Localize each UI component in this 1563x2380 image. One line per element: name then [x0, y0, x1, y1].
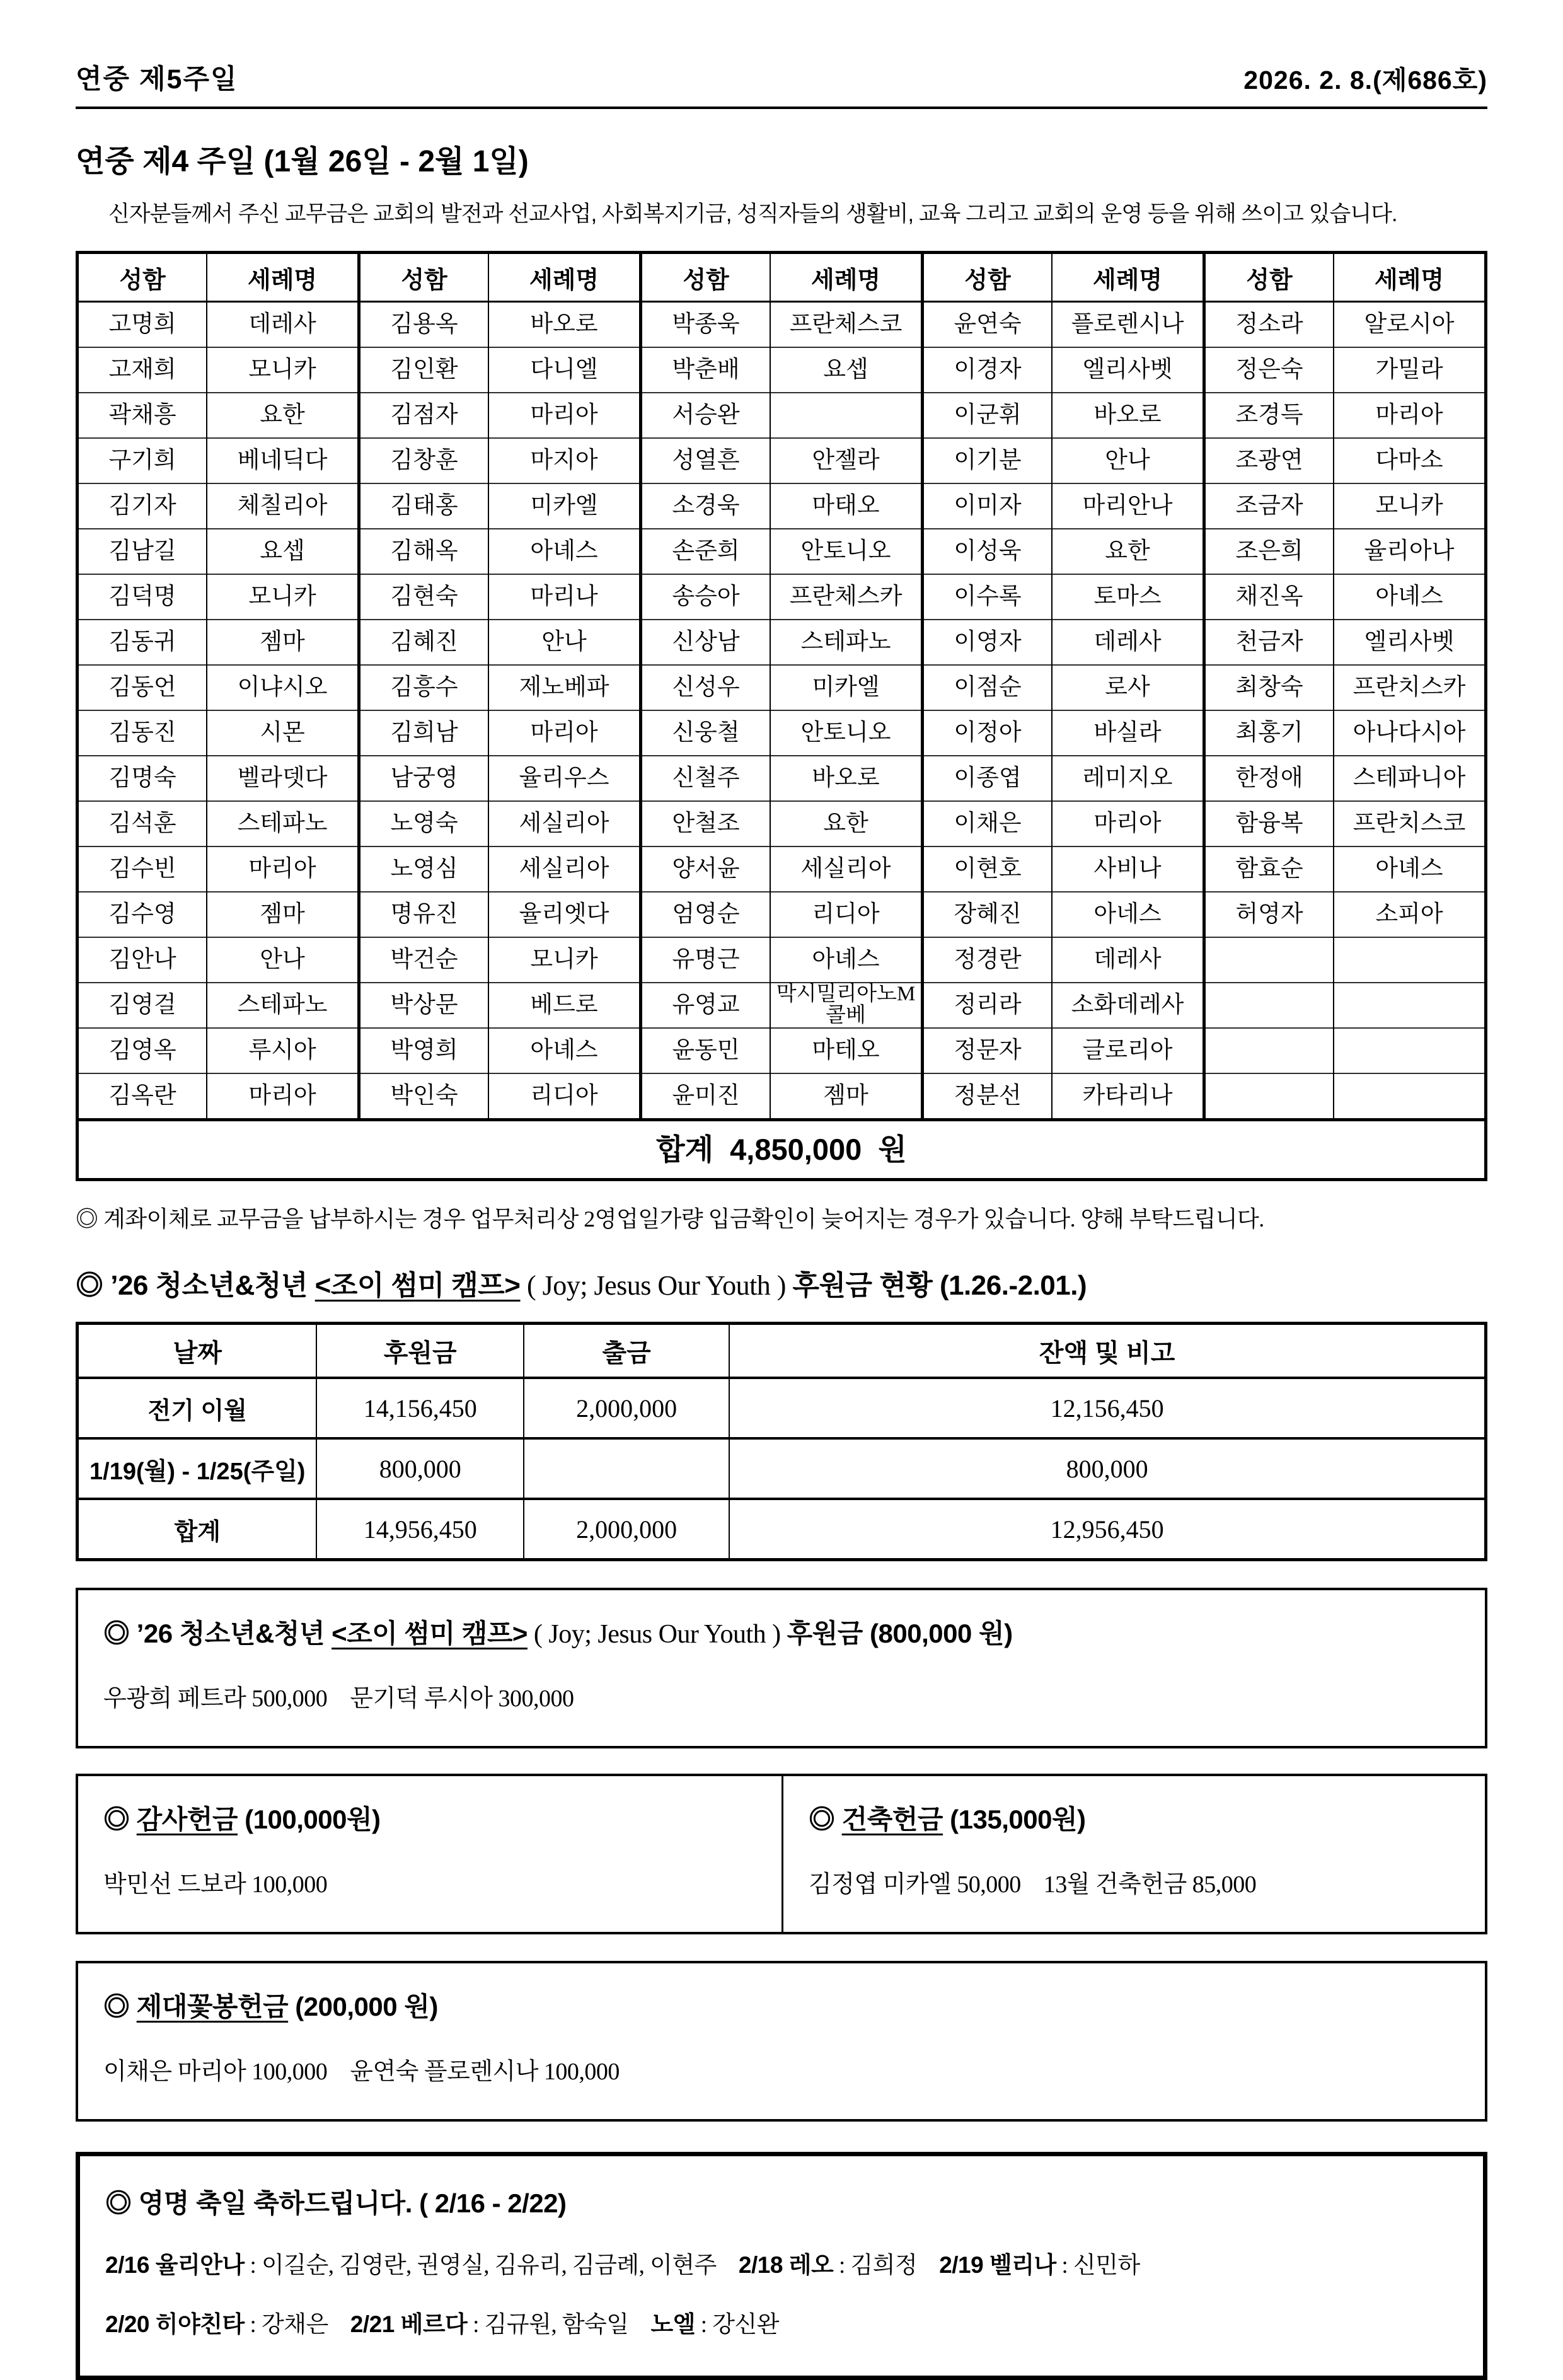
baptismal-name-cell: 마리아 — [488, 710, 640, 756]
member-name-cell: 최창숙 — [1204, 665, 1334, 710]
member-name-cell: 김옥란 — [78, 1073, 207, 1120]
building-box — [782, 1776, 1485, 1932]
member-name-cell: 김안나 — [78, 937, 207, 983]
baptismal-name-cell: 데레사 — [1052, 937, 1204, 983]
rich-text-bold: ◎ — [103, 1805, 137, 1834]
camp-donation-box — [76, 1588, 1487, 1748]
fund-amount-cell: 2,000,000 — [524, 1378, 729, 1438]
baptismal-name-cell: 아녜스 — [770, 937, 922, 983]
baptismal-name-cell: 프란치스카 — [1334, 665, 1485, 710]
baptismal-name-cell: 데레사 — [1052, 620, 1204, 665]
feast-day-box — [76, 2152, 1487, 2380]
baptismal-name-cell: 모니카 — [207, 574, 359, 620]
baptismal-name-cell: 소화데레사 — [1052, 983, 1204, 1028]
baptismal-name-cell: 엘리사벳 — [1334, 620, 1485, 665]
member-name-cell: 김희남 — [359, 710, 488, 756]
member-name-cell: 이미자 — [922, 483, 1052, 529]
offerings-box — [76, 1774, 1487, 1934]
fund-col-header: 출금 — [524, 1324, 729, 1378]
member-name-cell: 허영자 — [1204, 892, 1334, 937]
baptismal-name-cell: 바오로 — [488, 302, 640, 348]
member-name-cell: 이기분 — [922, 438, 1052, 483]
member-name-cell: 손준희 — [640, 529, 770, 574]
member-name-cell: 김용옥 — [359, 302, 488, 348]
offering-row — [78, 302, 1486, 348]
member-name-cell: 김해옥 — [359, 529, 488, 574]
baptismal-name-cell: 플로렌시나 — [1052, 302, 1204, 348]
member-name-cell: 박종욱 — [640, 302, 770, 348]
rich-text: : 이길순, 김영란, 권영실, 김유리, 김금례, 이현주 — [244, 2253, 739, 2279]
rich-text-bold: 2/20 히야친타 — [105, 2311, 245, 2337]
baptismal-name-cell: 젬마 — [770, 1073, 922, 1120]
baptismal-name-cell: 안나 — [1052, 438, 1204, 483]
fund-row-label: 합계 — [78, 1499, 317, 1560]
member-name-cell: 양서윤 — [640, 846, 770, 892]
baptismal-name-cell: 율리아나 — [1334, 529, 1485, 574]
baptismal-name-cell: 알로시아 — [1334, 302, 1485, 348]
offering-total-row — [78, 1120, 1486, 1180]
baptismal-name-cell: 스테파노 — [770, 620, 922, 665]
fund-amount-cell: 12,156,450 — [729, 1378, 1485, 1438]
baptismal-name-cell: 아네스 — [1052, 892, 1204, 937]
member-name-cell: 김기자 — [78, 483, 207, 529]
member-name-cell: 노영심 — [359, 846, 488, 892]
member-name-cell: 김덕명 — [78, 574, 207, 620]
rich-text-bold: <조이 썸미 캠프> — [314, 1270, 521, 1301]
member-name-cell: 함효순 — [1204, 846, 1334, 892]
member-name-cell: 정경란 — [922, 937, 1052, 983]
baptismal-name-cell: 세실리아 — [488, 801, 640, 846]
baptismal-name-cell: 사비나 — [1052, 846, 1204, 892]
member-name-cell: 김혜진 — [359, 620, 488, 665]
rich-text-bold: 노엘 — [650, 2311, 696, 2337]
baptismal-name-cell: 미카엘 — [488, 483, 640, 529]
baptismal-name-cell: 마태오 — [770, 483, 922, 529]
member-name-cell: 이영자 — [922, 620, 1052, 665]
member-name-cell: 신성우 — [640, 665, 770, 710]
member-name-cell: 채진옥 — [1204, 574, 1334, 620]
offering-row — [78, 574, 1486, 620]
rich-text: : 강신완 — [695, 2312, 780, 2338]
baptismal-name-cell: 마리아 — [1052, 801, 1204, 846]
baptismal-name-cell: 마리아 — [1334, 393, 1485, 438]
baptismal-name-cell: 율리엣다 — [488, 892, 640, 937]
member-name-cell: 서승완 — [640, 393, 770, 438]
baptismal-name-cell: 카타리나 — [1052, 1073, 1204, 1120]
baptismal-name-cell: 요한 — [770, 801, 922, 846]
col-header-baptismal: 세례명 — [1334, 253, 1485, 302]
offering-table — [76, 251, 1487, 1181]
member-name-cell: 곽채흥 — [78, 393, 207, 438]
member-name-cell: 이정아 — [922, 710, 1052, 756]
transfer-note: ◎ 계좌이체로 교무금을 납부하시는 경우 업무처리상 2영업일가량 입금확인이 늦어지는 경우가 있습니다. 양해 부탁드립니다. — [76, 1206, 1264, 1232]
member-name-cell: 명유진 — [359, 892, 488, 937]
baptismal-name-cell: 세실리아 — [488, 846, 640, 892]
baptismal-name-cell: 안나 — [207, 937, 359, 983]
feast-day-title: ◎ 영명 축일 축하드립니다. ( 2/16 - 2/22) — [105, 2188, 567, 2218]
page-header-left: 연중 제5주일 — [76, 64, 238, 95]
fund-header-row — [78, 1324, 1486, 1378]
member-name-cell: 윤연숙 — [922, 302, 1052, 348]
baptismal-name-cell: 율리우스 — [488, 756, 640, 801]
offering-row — [78, 846, 1486, 892]
member-name-cell: 엄영순 — [640, 892, 770, 937]
member-name-cell: 김동귀 — [78, 620, 207, 665]
member-name-cell: 장혜진 — [922, 892, 1052, 937]
offering-row — [78, 483, 1486, 529]
baptismal-name-cell: 아녜스 — [488, 529, 640, 574]
member-name-cell: 신웅철 — [640, 710, 770, 756]
rich-text-bold: ◎ — [809, 1805, 842, 1834]
member-name-cell: 박춘배 — [640, 347, 770, 393]
baptismal-name-cell: 스테파노 — [207, 983, 359, 1028]
member-name-cell: 정소라 — [1204, 302, 1334, 348]
baptismal-name-cell: 다마소 — [1334, 438, 1485, 483]
baptismal-name-cell: 바오로 — [1052, 393, 1204, 438]
baptismal-name-cell: 아녜스 — [1334, 574, 1485, 620]
member-name-cell — [1204, 983, 1334, 1028]
member-name-cell: 함융복 — [1204, 801, 1334, 846]
fund-row-label: 전기 이월 — [78, 1378, 317, 1438]
page-header-right: 2026. 2. 8.(제686호) — [1243, 66, 1487, 95]
member-name-cell: 한정애 — [1204, 756, 1334, 801]
baptismal-name-cell: 요셉 — [207, 529, 359, 574]
baptismal-name-cell: 아녜스 — [488, 1028, 640, 1073]
baptismal-name-cell — [1334, 1073, 1485, 1120]
member-name-cell: 성열흔 — [640, 438, 770, 483]
baptismal-name-cell: 세실리아 — [770, 846, 922, 892]
thanksgiving-title — [103, 1799, 756, 1837]
col-header-name: 성함 — [359, 253, 488, 302]
baptismal-name-cell — [1334, 937, 1485, 983]
fund-col-header: 후원금 — [316, 1324, 524, 1378]
member-name-cell: 소경욱 — [640, 483, 770, 529]
member-name-cell: 조광연 — [1204, 438, 1334, 483]
rich-text: : 신민하 — [1056, 2253, 1140, 2279]
member-name-cell: 조은희 — [1204, 529, 1334, 574]
member-name-cell: 박인숙 — [359, 1073, 488, 1120]
member-name-cell: 윤미진 — [640, 1073, 770, 1120]
baptismal-name-cell: 마리아 — [207, 1073, 359, 1120]
member-name-cell: 이수록 — [922, 574, 1052, 620]
col-header-baptismal: 세례명 — [1052, 253, 1204, 302]
baptismal-name-cell: 토마스 — [1052, 574, 1204, 620]
baptismal-name-cell: 스테파노 — [207, 801, 359, 846]
camp-fund-heading — [76, 1262, 1487, 1303]
offering-total: 합계 4,850,000 원 — [78, 1120, 1486, 1180]
baptismal-name-cell: 글로리아 — [1052, 1028, 1204, 1073]
member-name-cell — [1204, 1073, 1334, 1120]
col-header-name: 성함 — [1204, 253, 1334, 302]
baptismal-name-cell: 아나다시아 — [1334, 710, 1485, 756]
member-name-cell: 이채은 — [922, 801, 1052, 846]
rich-text-bold: 2/21 베르다 — [350, 2311, 468, 2337]
rich-text-bold: (100,000원) — [237, 1805, 381, 1834]
baptismal-name-cell: 마리아 — [207, 846, 359, 892]
baptismal-name-cell: 리디아 — [488, 1073, 640, 1120]
offering-row — [78, 983, 1486, 1028]
offering-row — [78, 620, 1486, 665]
altar-flower-title — [103, 1986, 1460, 2024]
offering-row — [78, 665, 1486, 710]
fund-amount-cell: 14,156,450 — [316, 1378, 524, 1438]
fund-row-label: 1/19(월) - 1/25(주일) — [78, 1438, 317, 1499]
member-name-cell — [1204, 1028, 1334, 1073]
member-name-cell: 김현숙 — [359, 574, 488, 620]
member-name-cell: 김영걸 — [78, 983, 207, 1028]
col-header-baptismal: 세례명 — [207, 253, 359, 302]
member-name-cell: 김명숙 — [78, 756, 207, 801]
offering-header-row — [78, 253, 1486, 302]
baptismal-name-cell: 막시밀리아노M콜베 — [770, 983, 922, 1028]
offering-row — [78, 347, 1486, 393]
rich-text-bold: 감사헌금 — [136, 1805, 238, 1834]
baptismal-name-cell: 요한 — [1052, 529, 1204, 574]
baptismal-name-cell: 안젤라 — [770, 438, 922, 483]
baptismal-name-cell — [1334, 1028, 1485, 1073]
rich-text-bold: 후원금 현황 (1.26.-2.01.) — [792, 1270, 1087, 1301]
rich-text-bold: <조이 썸미 캠프> — [332, 1619, 528, 1648]
fund-amount-cell: 14,956,450 — [316, 1499, 524, 1560]
member-name-cell: 김남길 — [78, 529, 207, 574]
rich-text: : 김희정 — [833, 2253, 940, 2279]
rich-text-bold: 건축헌금 — [841, 1805, 943, 1834]
member-name-cell: 윤동민 — [640, 1028, 770, 1073]
fund-row — [78, 1378, 1486, 1438]
baptismal-name-cell: 베드로 — [488, 983, 640, 1028]
baptismal-name-cell: 안토니오 — [770, 710, 922, 756]
baptismal-name-cell: 체칠리아 — [207, 483, 359, 529]
baptismal-name-cell: 마테오 — [770, 1028, 922, 1073]
baptismal-name-cell: 시몬 — [207, 710, 359, 756]
rich-text-bold: 제대꽃봉헌금 — [136, 1992, 289, 2021]
baptismal-name-cell: 젬마 — [207, 892, 359, 937]
fund-amount-cell: 12,956,450 — [729, 1499, 1485, 1560]
baptismal-name-cell: 마지아 — [488, 438, 640, 483]
offering-row — [78, 892, 1486, 937]
member-name-cell: 김창훈 — [359, 438, 488, 483]
col-header-name: 성함 — [640, 253, 770, 302]
member-name-cell: 김석훈 — [78, 801, 207, 846]
rich-text-bold: 후원금 (800,000 원) — [787, 1619, 1013, 1648]
fund-col-header: 잔액 및 비고 — [729, 1324, 1485, 1378]
member-name-cell: 유명근 — [640, 937, 770, 983]
fund-row — [78, 1499, 1486, 1560]
page-header — [76, 58, 1487, 109]
member-name-cell: 박상문 — [359, 983, 488, 1028]
baptismal-name-cell: 프란체스코 — [770, 302, 922, 348]
offering-row — [78, 438, 1486, 483]
baptismal-name-cell: 미카엘 — [770, 665, 922, 710]
baptismal-name-cell: 로사 — [1052, 665, 1204, 710]
member-name-cell: 김수빈 — [78, 846, 207, 892]
baptismal-name-cell: 아녜스 — [1334, 846, 1485, 892]
member-name-cell: 조경득 — [1204, 393, 1334, 438]
offering-row — [78, 756, 1486, 801]
member-name-cell: 구기희 — [78, 438, 207, 483]
member-name-cell: 남궁영 — [359, 756, 488, 801]
baptismal-name-cell: 모니카 — [207, 347, 359, 393]
intro-text: 신자분들께서 주신 교무금은 교회의 발전과 선교사업, 사회복지기금, 성직자들의 생활비, 교육 그리고 교회의 운영 등을 위해 쓰이고 있습니다. — [108, 202, 1397, 226]
fund-amount-cell — [524, 1438, 729, 1499]
member-name-cell: 고명희 — [78, 302, 207, 348]
building-title — [809, 1799, 1460, 1837]
baptismal-name-cell: 엘리사벳 — [1052, 347, 1204, 393]
baptismal-name-cell: 가밀라 — [1334, 347, 1485, 393]
member-name-cell: 박건순 — [359, 937, 488, 983]
baptismal-name-cell: 요셉 — [770, 347, 922, 393]
feast-day-line-2 — [105, 2305, 1458, 2339]
offering-row — [78, 529, 1486, 574]
baptismal-name-cell: 벨라뎃다 — [207, 756, 359, 801]
member-name-cell: 송승아 — [640, 574, 770, 620]
baptismal-name-cell: 프란체스카 — [770, 574, 922, 620]
feast-day-line-1 — [105, 2246, 1458, 2280]
baptismal-name-cell: 바오로 — [770, 756, 922, 801]
baptismal-name-cell: 안토니오 — [770, 529, 922, 574]
member-name-cell: 정분선 — [922, 1073, 1052, 1120]
offering-row — [78, 710, 1486, 756]
altar-flower-body: 이채은 마리아 100,000 윤연숙 플로렌시나 100,000 — [103, 2059, 620, 2085]
member-name-cell: 최홍기 — [1204, 710, 1334, 756]
rich-text-bold: 2/16 율리안나 — [105, 2252, 245, 2278]
member-name-cell: 이현호 — [922, 846, 1052, 892]
member-name-cell: 김인환 — [359, 347, 488, 393]
member-name-cell: 신상남 — [640, 620, 770, 665]
offering-row — [78, 937, 1486, 983]
baptismal-name-cell: 모니카 — [1334, 483, 1485, 529]
offering-row — [78, 1028, 1486, 1073]
baptismal-name-cell: 루시아 — [207, 1028, 359, 1073]
col-header-baptismal: 세례명 — [770, 253, 922, 302]
building-body: 김정엽 미카엘 50,000 13월 건축헌금 85,000 — [809, 1871, 1257, 1898]
baptismal-name-cell: 마리안나 — [1052, 483, 1204, 529]
fund-col-header: 날짜 — [78, 1324, 317, 1378]
fund-status-table — [76, 1322, 1487, 1561]
baptismal-name-cell: 레미지오 — [1052, 756, 1204, 801]
member-name-cell: 이점순 — [922, 665, 1052, 710]
member-name-cell: 김동진 — [78, 710, 207, 756]
member-name-cell: 정은숙 — [1204, 347, 1334, 393]
baptismal-name-cell — [770, 393, 922, 438]
baptismal-name-cell: 프란치스코 — [1334, 801, 1485, 846]
rich-text-bold: ◎ — [103, 1992, 137, 2021]
col-header-name: 성함 — [78, 253, 207, 302]
baptismal-name-cell: 제노베파 — [488, 665, 640, 710]
member-name-cell: 김태홍 — [359, 483, 488, 529]
member-name-cell: 이성욱 — [922, 529, 1052, 574]
col-header-name: 성함 — [922, 253, 1052, 302]
member-name-cell: 안철조 — [640, 801, 770, 846]
rich-text-bold: (135,000원) — [942, 1805, 1086, 1834]
rich-text: ( Joy; Jesus Our Youth ) — [527, 1620, 787, 1649]
member-name-cell: 이군휘 — [922, 393, 1052, 438]
rich-text-bold: ◎ ’26 청소년&청년 — [103, 1619, 332, 1648]
section-title: 연중 제4 주일 (1월 26일 - 2월 1일) — [76, 145, 529, 178]
baptismal-name-cell: 스테파니아 — [1334, 756, 1485, 801]
baptismal-name-cell: 다니엘 — [488, 347, 640, 393]
baptismal-name-cell: 소피아 — [1334, 892, 1485, 937]
baptismal-name-cell: 마리나 — [488, 574, 640, 620]
baptismal-name-cell: 바실라 — [1052, 710, 1204, 756]
offering-row — [78, 393, 1486, 438]
thanksgiving-body: 박민선 드보라 100,000 — [103, 1871, 328, 1898]
fund-amount-cell: 800,000 — [729, 1438, 1485, 1499]
baptismal-name-cell: 베네딕다 — [207, 438, 359, 483]
member-name-cell: 노영숙 — [359, 801, 488, 846]
member-name-cell: 김수영 — [78, 892, 207, 937]
member-name-cell: 유영교 — [640, 983, 770, 1028]
rich-text-bold: ◎ ’26 청소년&청년 — [76, 1270, 315, 1301]
baptismal-name-cell: 모니카 — [488, 937, 640, 983]
member-name-cell: 조금자 — [1204, 483, 1334, 529]
member-name-cell: 이종엽 — [922, 756, 1052, 801]
member-name-cell: 정리라 — [922, 983, 1052, 1028]
thanksgiving-box — [78, 1776, 782, 1932]
member-name-cell: 김흥수 — [359, 665, 488, 710]
member-name-cell: 박영희 — [359, 1028, 488, 1073]
member-name-cell: 이경자 — [922, 347, 1052, 393]
rich-text: : 김규원, 함숙일 — [467, 2312, 651, 2338]
member-name-cell: 고재희 — [78, 347, 207, 393]
rich-text-bold: 2/19 벨리나 — [939, 2252, 1056, 2278]
fund-amount-cell: 2,000,000 — [524, 1499, 729, 1560]
member-name-cell — [1204, 937, 1334, 983]
fund-amount-cell: 800,000 — [316, 1438, 524, 1499]
member-name-cell: 김영옥 — [78, 1028, 207, 1073]
fund-row — [78, 1438, 1486, 1499]
baptismal-name-cell: 안나 — [488, 620, 640, 665]
baptismal-name-cell: 데레사 — [207, 302, 359, 348]
baptismal-name-cell: 젬마 — [207, 620, 359, 665]
rich-text: : 강채은 — [244, 2312, 350, 2338]
camp-donation-title — [103, 1613, 1460, 1651]
member-name-cell: 김점자 — [359, 393, 488, 438]
altar-flower-box — [76, 1961, 1487, 2122]
offering-row — [78, 801, 1486, 846]
offering-row — [78, 1073, 1486, 1120]
baptismal-name-cell: 이냐시오 — [207, 665, 359, 710]
baptismal-name-cell: 마리아 — [488, 393, 640, 438]
camp-donation-body: 우광희 페트라 500,000 문기덕 루시아 300,000 — [103, 1685, 574, 1712]
member-name-cell: 정문자 — [922, 1028, 1052, 1073]
baptismal-name-cell: 리디아 — [770, 892, 922, 937]
rich-text: ( Joy; Jesus Our Youth ) — [520, 1270, 793, 1301]
rich-text-bold: 2/18 레오 — [738, 2252, 834, 2278]
member-name-cell: 신철주 — [640, 756, 770, 801]
baptismal-name-cell — [1334, 983, 1485, 1028]
member-name-cell: 김동언 — [78, 665, 207, 710]
rich-text-bold: (200,000 원) — [288, 1992, 438, 2021]
member-name-cell: 천금자 — [1204, 620, 1334, 665]
col-header-baptismal: 세례명 — [488, 253, 640, 302]
baptismal-name-cell: 요한 — [207, 393, 359, 438]
